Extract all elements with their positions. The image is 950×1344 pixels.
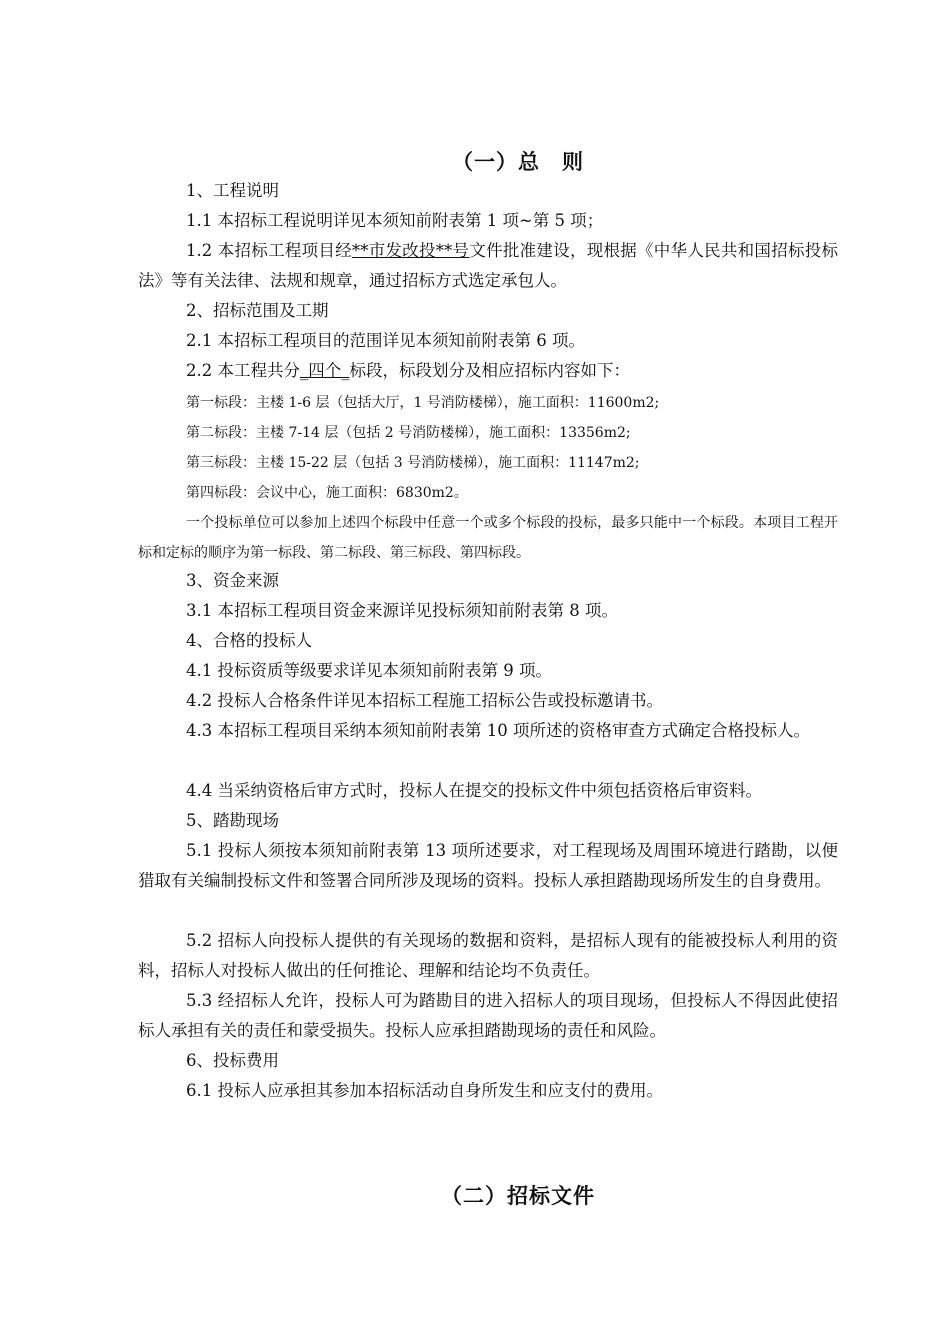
segment-3: 第三标段：主楼 15-22 层（包括 3 号消防楼梯），施工面积：11147m2;	[186, 455, 640, 471]
para-4-heading: 4、合格的投标人	[186, 631, 312, 650]
para-5-heading: 5、踏勘现场	[186, 811, 279, 830]
segment-4: 第四标段：会议中心，施工面积：6830m2。	[186, 485, 468, 501]
para-4-3: 4.3 本招标工程项目采纳本须知前附表第 10 项所述的资格审查方式确定合格投标人。	[186, 721, 810, 740]
segment-1: 第一标段：主楼 1-6 层（包括大厅，1 号消防楼梯），施工面积：11600m2;	[186, 395, 660, 411]
segment-2: 第二标段：主楼 7-14 层（包括 2 号消防楼梯），施工面积：13356m2;	[186, 425, 631, 441]
segment-note: 一个投标单位可以参加上述四个标段中任意一个或多个标段的投标，最多只能中一个标段。本项目工程开标和定标的顺序为第一标段、第二标段、第三标段、第四标段。	[138, 515, 838, 561]
para-6-1: 6.1 投标人应承担其参加本招标活动自身所发生和应支付的费用。	[186, 1081, 663, 1100]
para-1-1: 1.1 本招标工程说明详见本须知前附表第 1 项~第 5 项；	[186, 211, 604, 230]
para-1-heading: 1、工程说明	[186, 181, 279, 200]
para-1-2-end: 文件批准建设，现根据《中华人民共和国招标投标法》等有关法律、法规和规章，通过招标方式选定承包人。	[138, 241, 839, 290]
para-4-4: 4.4 当采纳资格后审方式时，投标人在提交的投标文件中须包括资格后审资料。	[186, 781, 762, 800]
section-2-title: （二）招标文件	[441, 1183, 595, 1208]
approval-doc-number: **市发改投**号	[351, 241, 470, 260]
para-6-heading: 6、投标费用	[186, 1051, 279, 1070]
para-2-1: 2.1 本招标工程项目的范围详见本须知前附表第 6 项。	[186, 331, 585, 350]
segment-count: _四个_	[300, 361, 350, 380]
para-3-1: 3.1 本招标工程项目资金来源详见投标须知前附表第 8 项。	[186, 601, 618, 620]
para-5-2: 5.2 招标人向投标人提供的有关现场的数据和资料，是招标人现有的能被投标人利用的资料，招标人对投标人做出的任何推论、理解和结论均不负责任。	[138, 931, 838, 980]
para-2-heading: 2、招标范围及工期	[186, 301, 329, 320]
para-2-2	[138, 356, 838, 386]
para-5-1: 5.1 投标人须按本须知前附表第 13 项所述要求，对工程现场及周围环境进行踏勘，以便猎取有关编制投标文件和签署合同所涉及现场的资料。投标人承担踏勘现场所发生的自身费用。	[138, 841, 838, 890]
para-2-2-start: 2.2 本工程共分	[186, 361, 300, 380]
para-3-heading: 3、资金来源	[186, 571, 279, 590]
para-1-2	[138, 236, 838, 296]
section-1-title: （一）总 则	[452, 149, 584, 174]
para-1-2-start: 1.2 本招标工程项目经	[186, 241, 352, 260]
para-4-1: 4.1 投标资质等级要求详见本须知前附表第 9 项。	[186, 661, 552, 680]
para-2-2-end: 标段，标段划分及相应招标内容如下：	[349, 361, 630, 380]
para-5-3: 5.3 经招标人允许，投标人可为踏勘目的进入招标人的项目现场，但投标人不得因此使招标人承担有关的责任和蒙受损失。投标人应承担踏勘现场的责任和风险。	[138, 991, 838, 1040]
para-4-2: 4.2 投标人合格条件详见本招标工程施工招标公告或投标邀请书。	[186, 691, 663, 710]
